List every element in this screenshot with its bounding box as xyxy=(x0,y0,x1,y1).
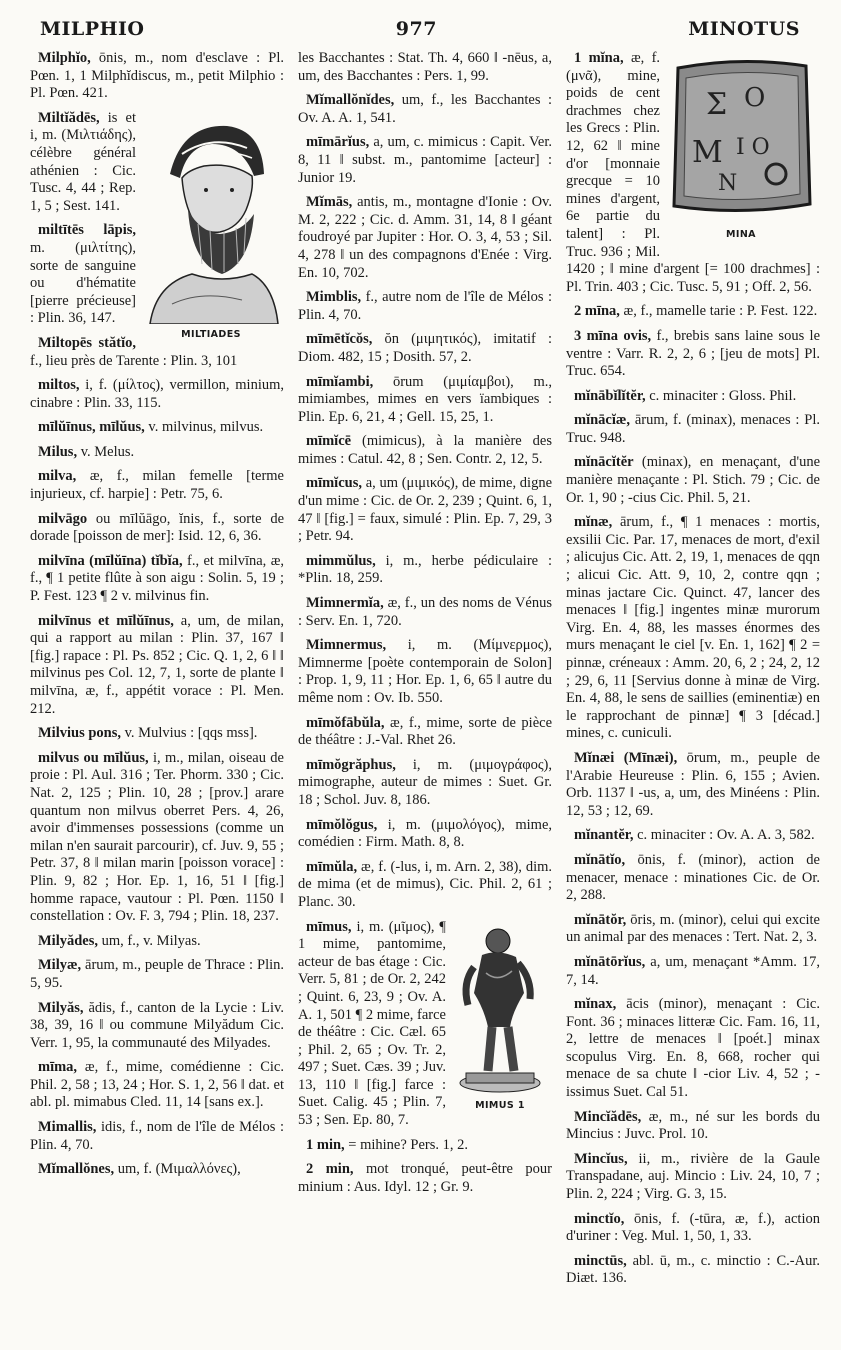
entry xyxy=(30,468,284,503)
entry-continuation xyxy=(298,50,552,85)
headword: miltītēs lāpis, xyxy=(38,222,136,239)
headword: 2 min, xyxy=(306,1161,354,1178)
miltiades-figure xyxy=(142,114,280,344)
entry xyxy=(566,852,820,905)
headword: mĭnātĭo, xyxy=(574,851,626,868)
header-right-guideword: MINOTUS xyxy=(688,18,800,40)
headword: Mĭmallŏnes, xyxy=(38,1161,115,1178)
entry-body: a, um, c. mimicus : Capit. Ver. 8, 11 ‖ subst. m., pantomime [acteur] : Junior 19. xyxy=(298,134,552,186)
headword: miltos, xyxy=(38,377,80,394)
entry-body: v. Melus. xyxy=(80,443,135,460)
entry xyxy=(30,933,284,951)
entry-body: ădis, f., canton de la Lycie : Liv. 38, 39, 16 ‖ ou commune Milyădum Cic. Verr. 1, 95, la communauté des Milyades. xyxy=(30,999,284,1051)
headword: milvīnus et mīlŭīnus, xyxy=(38,612,174,629)
mina-weight-illustration xyxy=(666,54,816,224)
headword: Miltĭădēs, xyxy=(38,109,100,126)
miltiades-caption: MILTIADES xyxy=(181,328,241,340)
entry xyxy=(298,92,552,127)
entry xyxy=(566,1151,820,1204)
column-3 xyxy=(566,50,820,1340)
svg-text:Ο: Ο xyxy=(744,83,766,113)
headword: 3 mīna ovis, xyxy=(574,327,652,344)
entry-body: um, f. (Μιμαλλόνες), xyxy=(117,1161,241,1178)
entry xyxy=(566,412,820,447)
mimus-statuette-illustration xyxy=(452,923,548,1095)
headword: Milyæ, xyxy=(38,957,82,974)
entry xyxy=(298,475,552,545)
headword: mīmārĭus, xyxy=(306,134,370,151)
entry xyxy=(30,957,284,992)
entry-body: (minax), en menaçant, d'une manière menaçante : Pl. Stich. 79 ; Cic. de Or. 1, 90 ; -cius Cic. Phil. 5, 21. xyxy=(566,454,820,506)
mina-figure xyxy=(666,54,816,244)
entry xyxy=(566,912,820,947)
headword: mĭnābĭlĭtĕr, xyxy=(574,387,646,404)
headword: Milyădes, xyxy=(38,932,99,949)
entry xyxy=(566,514,820,743)
headword: Mincĭus, xyxy=(574,1150,628,1167)
entry-body: i, m. (Μίμνερμος), Mimnerme [poète contemporain de Solon] : Prop. 1, 9, 11 ; Hor. Ep. 1, 6, 65 ‖ autre du même nom : Ov. Ib. 550. xyxy=(298,637,552,706)
entry xyxy=(566,1253,820,1288)
entry-body: um, f., les Bacchantes : Ov. A. A. 1, 541. xyxy=(298,92,552,126)
entry xyxy=(30,613,284,719)
entry-body: v. Mulvius : [qqs mss]. xyxy=(124,725,258,742)
entry-body: ōrum (μιμίαμβοι), m., mimiambes, mimes en vers ïambiques : Plin. Ep. 6, 21, 4 ; Gell. 15, 25, 1. xyxy=(298,373,552,425)
entry-body: æ, f., un des noms de Vénus : Serv. En. 1, 720. xyxy=(298,595,552,629)
entry xyxy=(566,1109,820,1144)
entry-body: a, um (μιμικός), de mime, digne d'un mime : Cic. de Or. 2, 239 ; Quint. 6, 1, 47 ‖ [fig.] = faux, simulé : Plin. Ep. 7, 29, 3 ; Petr. 94. xyxy=(298,475,552,545)
entry xyxy=(566,454,820,507)
headword: Miltopēs stătĭo, xyxy=(38,334,136,351)
entry xyxy=(30,377,284,412)
headword: 1 mĭna, xyxy=(574,50,624,66)
headword: mīma, xyxy=(38,1059,78,1076)
entry-body: antis, m., montagne d'Ionie : Ov. M. 2, 222 ; Cic. d. Amm. 31, 14, 8 ‖ géant foudroyé par Jupiter : Hor. O. 3, 4, 53 ; Sil. 4, 278 ‖ un des compagnons d'Enée : Virg. En. 10, 702. xyxy=(298,194,552,281)
headword: mĭnātōrĭus, xyxy=(574,953,646,970)
entry-body: æ, f., mime, sorte de pièce de théâtre : J.-Val. Rhet 26. xyxy=(298,714,552,749)
entry xyxy=(298,134,552,187)
headword: Mĭmās, xyxy=(306,194,353,211)
entry-body: a, um, de milan, qui a rapport au milan : Plin. 37, 167 ‖ [fig.] rapace : Pl. Ps. 852 ; Cic. Q. 1, 2, 6 ‖ ‖ milvinus pes Col. 12, 7, 1, sorte de plante ‖ milvīna, æ, f., appétit vorace : Pl. Men. 212. xyxy=(30,612,284,717)
headword: minctĭo, xyxy=(574,1210,625,1227)
entry xyxy=(566,388,820,406)
headword: Mĭnæi (Mīnæi), xyxy=(574,749,678,766)
entry-body: f., et milvīna, æ, f., ¶ 1 petite flûte à son aigu : Solin. 5, 19 ; P. Fest. 123 ¶ 2 v. milvinus fin. xyxy=(30,552,284,605)
headword: 1 min, xyxy=(306,1136,345,1153)
entry-body: i, m. (μιμογράφος), mimographe, auteur de mimes : Suet. Gr. 18 ; Schol. Juv. 8, 186. xyxy=(298,756,552,808)
entry-body: ōnis, m., nom d'esclave : Pl. Pœn. 1, 1 Milphĭdiscus, m., petit Milphio : Pl. Pœn. 421. xyxy=(30,50,284,102)
entry-body: c. minaciter : Ov. A. A. 3, 582. xyxy=(637,827,815,844)
entry xyxy=(298,1137,552,1155)
headword: Milyăs, xyxy=(38,999,84,1016)
headword: Mimnermus, xyxy=(306,637,387,654)
headword: mīmŏfābŭla, xyxy=(306,714,385,731)
headword: mĭnax, xyxy=(574,996,617,1013)
entry-body: = mihine? Pers. 1, 2. xyxy=(348,1136,469,1153)
entry xyxy=(30,50,284,103)
entry-body: f., lieu près de Tarente : Plin. 3, 101 xyxy=(30,352,238,369)
entry xyxy=(298,194,552,282)
entry xyxy=(298,859,552,912)
entry xyxy=(298,553,552,588)
header-left-guideword: MILPHIO xyxy=(40,18,145,40)
svg-text:Ν: Ν xyxy=(718,171,738,196)
entry xyxy=(30,1000,284,1053)
headword: milva, xyxy=(38,468,77,485)
entry-body: i, m., herbe pédiculaire : *Plin. 18, 259. xyxy=(298,552,552,587)
entry xyxy=(566,954,820,989)
headword: milvīna (mīlŭīna) tĭbĭa, xyxy=(38,552,183,569)
entry-body: ou mīlŭāgo, ĭnis, f., sorte de dorade [poisson de mer]: Isid. 12, 6, 36. xyxy=(30,510,284,545)
entry xyxy=(30,1059,284,1112)
entry-body: æ, m., né sur les bords du Mincius : Juvc. Prol. 10. xyxy=(566,1108,820,1143)
entry-body: ārum, f., ¶ 1 menaces : mortis, exsilii Cic. Par. 17, menaces de mort, d'exil ; alicujus Cic. Att. 2, 19, 1, menaces de qqn ; alicui Cic. Att. 9, 10, 2, contre qqn ; minas jactare Cic. Quinct. 47, lancer des menaces ‖ [fig.] ingentes minæ murorum Virg. En. 4, 88, les masses énormes des murs menaçant le ciel [v. En. 1, 162] ¶ 2 = pinnæ, créneaux : Amm. 20, 6, 2 ; 24, 2, 12 ; 29, 6, 11 [Servius donne à minæ de Virg. En. 4, 88, le sens de saillies (eminentiæ) en le rapprochant de pinnæ] ¶ 3 [décad.] mines, c. cuniculi. xyxy=(566,514,820,742)
entry xyxy=(298,595,552,630)
headword: mĭnæ, xyxy=(574,514,613,531)
headword: mīmŭla, xyxy=(306,858,358,875)
entry xyxy=(298,374,552,427)
entry xyxy=(298,433,552,468)
page-number: 977 xyxy=(395,18,437,40)
entry-body: ārum, f. (minax), menaces : Pl. Truc. 948. xyxy=(566,412,820,446)
entry xyxy=(566,303,820,321)
headword: Mĭmallŏnĭdes, xyxy=(306,92,395,109)
headword: mĭnācĭtĕr xyxy=(574,454,634,471)
entry-body: æ, f. (μνᾶ), mine, poids de cent drachmes chez les Grecs : Plin. 12, 62 ‖ mine d'or [monnaie grecque = 10 mines d'argent, 6e partie du talent] : Pl. Truc. 936 ; Mil. 1420 ; ‖ mine d'argent [= 100 drachmes] : Pl. Trin. 403 ; Cic. Tusc. 5, 91 ; Off. 2, 56. xyxy=(566,50,820,295)
entry xyxy=(566,1211,820,1246)
entry-body: (mimicus), à la manière des mimes : Catul. 42, 8 ; Sen. Contr. 2, 12, 5. xyxy=(298,433,552,467)
entry-body: v. milvinus, milvus. xyxy=(148,419,264,436)
entry-body: ācis (minor), menaçant : Cic. Font. 36 ; minaces litteræ Cic. Fam. 16, 11, 2, lettre de menaces ‖ [poét.] minax scopulus Virg. En. 8, 668, rocher qui menace de sa chute ‖ -cior Liv. 4, 52 ; -issimus Suet. Cal 51. xyxy=(566,996,820,1101)
entry-body: æ, f. (-lus, i, m. Arn. 2, 38), dim. de mima (et de mimus), Cic. Phil. 2, 61 ; Planc. 30. xyxy=(298,858,552,910)
entry-body: mot tronqué, peut-être pour minium : Aus. Idyl. 12 ; Gr. 9. xyxy=(298,1161,552,1195)
entry xyxy=(566,827,820,845)
entry xyxy=(30,419,284,437)
entry-body: um, f., v. Milyas. xyxy=(101,932,201,949)
entry xyxy=(30,1119,284,1154)
mimus-caption: MIMUS 1 xyxy=(475,1099,525,1111)
entry xyxy=(298,757,552,810)
entry-body: ōris, m. (minor), celui qui excite un animal par des menaces : Tert. Nat. 2, 3. xyxy=(566,911,820,946)
column-2 xyxy=(298,50,552,1340)
entry xyxy=(298,1161,552,1196)
entry-body: f., autre nom de l'île de Mélos : Plin. 4, 70. xyxy=(298,289,552,323)
entry xyxy=(566,328,820,381)
entry-body: i, m., milan, oiseau de proie : Pl. Aul. 316 ; Ter. Phorm. 330 ; Cic. Nat. 2, 125 ; Plin. 10, 28 ; [prov.] arare quantum non milvus oberret Pers. 4, 26, avoir d'immenses possessions (comme un milan n'en saurait parcourir), cf. Juv. 9, 55 ; Petr. 37, 8 ‖ milan marin [poisson vorace] : Plin. 9, 82 ; Hor. Ep. 1, 16, 51 ‖ [fig.] homme rapace, vautour : Pl. Pœn. 1150 ‖ constellation : Ov. F. 3, 794 ; Plin. 18, 237. xyxy=(30,749,284,925)
svg-text:Μ: Μ xyxy=(692,135,723,170)
headword: mīmŏgrăphus, xyxy=(306,756,396,773)
column-1 xyxy=(30,50,284,1340)
entry-body: æ, f., mamelle tarie : P. Fest. 122. xyxy=(623,303,818,320)
headword: Mimblis, xyxy=(306,289,362,306)
headword: mĭnācĭæ, xyxy=(574,412,630,429)
entry xyxy=(30,444,284,462)
entry xyxy=(30,725,284,743)
headword: mīmus, xyxy=(306,918,352,935)
running-header xyxy=(40,14,800,44)
entry-body: abl. ū, m., c. minctio : C.-Aur. Diæt. 136. xyxy=(566,1252,820,1287)
headword: mimmŭlus, xyxy=(306,552,376,569)
entry xyxy=(30,1161,284,1179)
headword: mīmĭcus, xyxy=(306,475,362,492)
mimus-figure xyxy=(452,923,548,1115)
entry xyxy=(298,289,552,324)
headword: Mimnermĭa, xyxy=(306,595,384,612)
entry xyxy=(30,553,284,606)
entry-body: idis, f., nom de l'île de Mélos : Plin. 4, 70. xyxy=(30,1119,284,1153)
svg-text:Σ: Σ xyxy=(706,87,728,122)
entry xyxy=(30,750,284,926)
headword: Mimallis, xyxy=(38,1119,97,1136)
headword: Milus, xyxy=(38,443,78,460)
headword: Mincĭădēs, xyxy=(574,1108,642,1125)
entry-body: ārum, m., peuple de Thrace : Plin. 5, 95. xyxy=(30,957,284,991)
headword: Milphĭo, xyxy=(38,50,91,66)
entry-body: i, m. (μιμολόγος), mime, comédien : Firm. Math. 8, 8. xyxy=(298,816,552,851)
entry xyxy=(298,637,552,707)
entry-body: i, f. (μίλτος), vermillon, minium, cinabre : Plin. 33, 115. xyxy=(30,377,284,411)
entry-body: c. minaciter : Gloss. Phil. xyxy=(649,387,797,404)
entry-body: ōnis, f. (minor), action de menacer, menace : minationes Cic. de Or. 2, 288. xyxy=(566,851,820,904)
entry-body: æ, f., milan femelle [terme injurieux, cf. harpie] : Petr. 75, 6. xyxy=(30,468,284,503)
mina-caption: MINA xyxy=(726,229,756,240)
entry-body: ŏn (μιμητικός), imitatif : Diom. 482, 15 ; Dosith. 57, 2. xyxy=(298,331,552,365)
entry-body: m. (μιλτίτης), sorte de sanguine ou d'hématite [pierre précieuse] : Plin. 36, 147. xyxy=(30,239,136,327)
entry-body: æ, f., mime, comédienne : Cic. Phil. 2, 58 ; 13, 24 ; Hor. S. 1, 2, 56 ‖ dat. et abl. pl. mimabus Cled. 11, 14 [sans ex.]. xyxy=(30,1059,284,1111)
headword: mīlŭīnus, mīlŭus, xyxy=(38,419,145,436)
headword: minctūs, xyxy=(574,1252,627,1269)
headword: mīmŏlŏgus, xyxy=(306,816,378,833)
entry-body: is et i, m. (Μιλτιάδης), célèbre général athénien : Cic. Tusc. 4, 44 ; Rep. 1, 5 ; Sest. 141. xyxy=(30,109,137,214)
entry xyxy=(566,750,820,820)
headword: milvus ou mīlŭus, xyxy=(38,749,149,766)
entry xyxy=(298,715,552,750)
entry-body: ōnis, f. (-tūra, æ, f.), action d'uriner : Veg. Mul. 1, 50, 1, 33. xyxy=(566,1210,820,1245)
entry-body: ōrum, m., peuple de l'Arabie Heureuse : Plin. 6, 155 ; Avien. Orb. 1137 ‖ -us, a, um, des Minéens : Plin. 12, 53 ; 12, 69. xyxy=(566,749,820,819)
entry xyxy=(298,331,552,366)
entry-body: ii, m., rivière de la Gaule Transpadane, auj. Mincio : Liv. 24, 10, 7 ; Plin. 2, 224 ; Virg. G. 3, 15. xyxy=(566,1150,820,1203)
headword: mīmētĭcŏs, xyxy=(306,331,373,348)
columns xyxy=(30,50,820,1340)
entry xyxy=(566,996,820,1102)
entry-body: les Bacchantes : Stat. Th. 4, 660 ‖ -nēus, a, um, des Bacchantes : Pers. 1, 99. xyxy=(298,50,552,84)
headword: mĭnantĕr, xyxy=(574,827,634,844)
headword: Milvius pons, xyxy=(38,725,121,742)
headword: mĭnātŏr, xyxy=(574,911,627,928)
headword: milvāgo xyxy=(38,510,88,527)
headword: 2 mīna, xyxy=(574,303,620,320)
miltiades-bust-illustration xyxy=(142,114,280,324)
headword: mīmĭcē xyxy=(306,433,352,450)
entry xyxy=(298,817,552,852)
entry-body: i, m. (μῖμος), ¶ 1 mime, pantomime, acteur de bas étage : Cic. Verr. 5, 81 ; de Or. 2, 242 ; Quint. 6, 23, 9 ; Ov. A. A. 1, 501 ¶ 2 mime, farce de théâtre : Cic. Cæl. 65 ; Phil. 2, 65 ; Ov. Tr. 2, 497 ; Suet. Cæs. 39 ; Juv. 13, 110 ‖ [fig.] farce : Suet. Calig. 45 ; Plin. 7, 53 ; Sen. Ep. 80, 7. xyxy=(298,918,446,1129)
svg-text:Ι Ο: Ι Ο xyxy=(736,135,770,160)
headword: mīmĭambi, xyxy=(306,373,374,390)
entry xyxy=(30,511,284,546)
entry-body: f., brebis sans laine sous le ventre : Varr. R. 2, 2, 6 ; [jeu de mots] Pl. Truc. 654. xyxy=(566,327,820,380)
entry-body: a, um, menaçant *Amm. 17, 7, 14. xyxy=(566,953,820,988)
